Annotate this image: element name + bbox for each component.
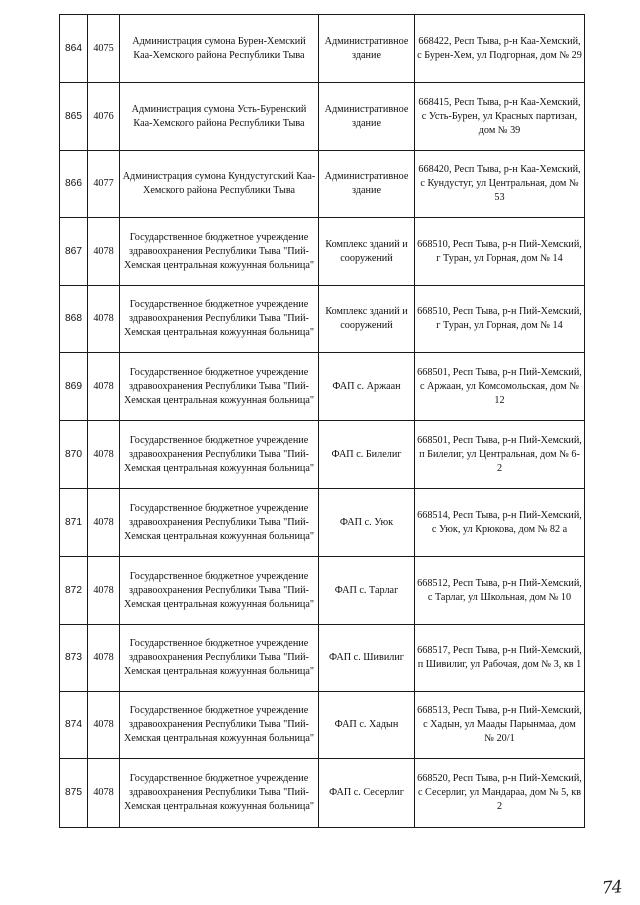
table-row (60, 625, 585, 692)
row-address: 668510, Респ Тыва, р-н Пий-Хемский, г Туран, ул Горная, дом № 14 (415, 218, 585, 286)
row-number: 866 (60, 151, 88, 218)
row-object-type: Административное здание (319, 151, 415, 218)
row-object-type: Административное здание (319, 15, 415, 83)
row-code: 4078 (88, 557, 120, 625)
table-row (60, 421, 585, 489)
row-code: 4078 (88, 759, 120, 828)
handwritten-page-number: 74 (601, 877, 623, 899)
row-organization: Государственное бюджетное учреждение здравоохранения Республики Тыва "Пий-Хемская центральная кожуунная больница" (120, 489, 319, 557)
row-code: 4078 (88, 353, 120, 421)
row-organization: Государственное бюджетное учреждение здравоохранения Республики Тыва "Пий-Хемская центральная кожуунная больница" (120, 421, 319, 489)
table-row (60, 489, 585, 557)
row-organization: Администрация сумона Бурен-Хемский Каа-Хемского района Республики Тыва (120, 15, 319, 83)
row-organization: Государственное бюджетное учреждение здравоохранения Республики Тыва "Пий-Хемская центральная кожуунная больница" (120, 557, 319, 625)
row-number: 874 (60, 692, 88, 759)
row-code: 4078 (88, 421, 120, 489)
table-row (60, 15, 585, 83)
row-code: 4078 (88, 692, 120, 759)
row-number: 871 (60, 489, 88, 557)
row-address: 668501, Респ Тыва, р-н Пий-Хемский, с Аржаан, ул Комсомольская, дом № 12 (415, 353, 585, 421)
row-code: 4078 (88, 218, 120, 286)
table-row (60, 286, 585, 353)
row-number: 869 (60, 353, 88, 421)
row-code: 4078 (88, 489, 120, 557)
row-organization: Администрация сумона Усть-Буренский Каа-Хемского района Республики Тыва (120, 83, 319, 151)
table-row (60, 557, 585, 625)
row-object-type: ФАП с. Уюк (319, 489, 415, 557)
row-number: 865 (60, 83, 88, 151)
row-address: 668415, Респ Тыва, р-н Каа-Хемский, с Усть-Бурен, ул Красных партизан, дом № 39 (415, 83, 585, 151)
row-organization: Государственное бюджетное учреждение здравоохранения Республики Тыва "Пий-Хемская центральная кожуунная больница" (120, 625, 319, 692)
row-object-type: Комплекс зданий и сооружений (319, 218, 415, 286)
row-organization: Государственное бюджетное учреждение здравоохранения Республики Тыва "Пий-Хемская центральная кожуунная больница" (120, 759, 319, 828)
row-organization: Государственное бюджетное учреждение здравоохранения Республики Тыва "Пий-Хемская центральная кожуунная больница" (120, 353, 319, 421)
table-row (60, 218, 585, 286)
row-code: 4077 (88, 151, 120, 218)
row-organization: Администрация сумона Кундустугский Каа-Хемского района Республики Тыва (120, 151, 319, 218)
row-organization: Государственное бюджетное учреждение здравоохранения Республики Тыва "Пий-Хемская центральная кожуунная больница" (120, 286, 319, 353)
registry-table-body (60, 15, 585, 828)
row-object-type: ФАП с. Билелиг (319, 421, 415, 489)
row-object-type: Административное здание (319, 83, 415, 151)
row-number: 864 (60, 15, 88, 83)
row-address: 668517, Респ Тыва, р-н Пий-Хемский, п Шивилиг, ул Рабочая, дом № 3, кв 1 (415, 625, 585, 692)
row-address: 668520, Респ Тыва, р-н Пий-Хемский, с Сесерлиг, ул Мандараа, дом № 5, кв 2 (415, 759, 585, 828)
row-address: 668513, Респ Тыва, р-н Пий-Хемский, с Хадын, ул Маады Парынмаа, дом № 20/1 (415, 692, 585, 759)
row-object-type: ФАП с. Тарлаг (319, 557, 415, 625)
row-object-type: ФАП с. Сесерлиг (319, 759, 415, 828)
table-row (60, 692, 585, 759)
row-organization: Государственное бюджетное учреждение здравоохранения Республики Тыва "Пий-Хемская центральная кожуунная больница" (120, 692, 319, 759)
row-address: 668420, Респ Тыва, р-н Каа-Хемский, с Кундустуг, ул Центральная, дом № 53 (415, 151, 585, 218)
row-code: 4075 (88, 15, 120, 83)
row-number: 873 (60, 625, 88, 692)
row-code: 4078 (88, 286, 120, 353)
registry-table (59, 14, 585, 828)
table-row (60, 83, 585, 151)
row-number: 875 (60, 759, 88, 828)
row-object-type: Комплекс зданий и сооружений (319, 286, 415, 353)
row-address: 668510, Респ Тыва, р-н Пий-Хемский, г Туран, ул Горная, дом № 14 (415, 286, 585, 353)
row-number: 868 (60, 286, 88, 353)
row-object-type: ФАП с. Хадын (319, 692, 415, 759)
row-address: 668422, Респ Тыва, р-н Каа-Хемский, с Бурен-Хем, ул Подгорная, дом № 29 (415, 15, 585, 83)
row-address: 668514, Респ Тыва, р-н Пий-Хемский, с Уюк, ул Крюкова, дом № 82 а (415, 489, 585, 557)
row-object-type: ФАП с. Шивилиг (319, 625, 415, 692)
table-row (60, 353, 585, 421)
row-number: 867 (60, 218, 88, 286)
table-row (60, 759, 585, 828)
row-organization: Государственное бюджетное учреждение здравоохранения Республики Тыва "Пий-Хемская центральная кожуунная больница" (120, 218, 319, 286)
table-row (60, 151, 585, 218)
row-code: 4076 (88, 83, 120, 151)
row-number: 872 (60, 557, 88, 625)
row-code: 4078 (88, 625, 120, 692)
row-object-type: ФАП с. Аржаан (319, 353, 415, 421)
row-address: 668512, Респ Тыва, р-н Пий-Хемский, с Тарлаг, ул Школьная, дом № 10 (415, 557, 585, 625)
row-address: 668501, Респ Тыва, р-н Пий-Хемский, п Билелиг, ул Центральная, дом № 6-2 (415, 421, 585, 489)
row-number: 870 (60, 421, 88, 489)
